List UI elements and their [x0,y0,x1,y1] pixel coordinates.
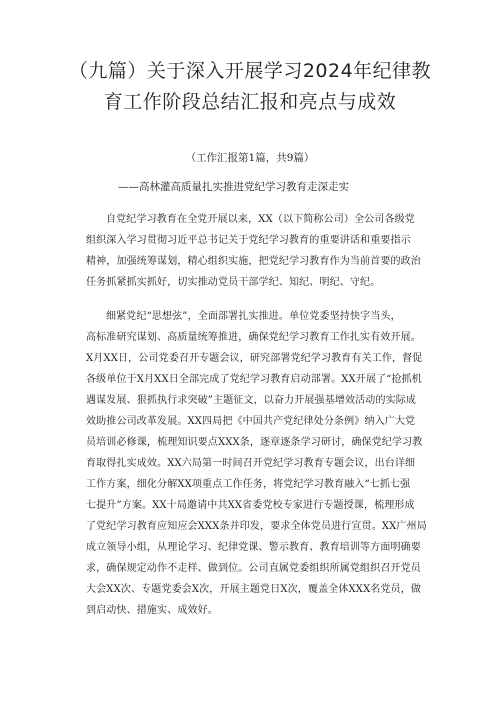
paragraph-2-line-11: 了党纪学习教育应知应会XXX条并印发，要求全体党员进行宣贯。XX广州局 [86,521,427,532]
paragraph-2-line-2: 高标准研究谋划、高质量统筹推进，确保党纪学习教育工作扎实有效开展。 [86,332,421,343]
paragraph-1-line-3: 精神，加强统筹谋划，精心组织实施，把党纪学习教育作为当前首要的政治 [86,256,421,267]
paragraph-2-line-15: 到启动快、措施实、成效好。 [86,605,218,616]
paragraph-1-line-2: 组织深入学习贯彻习近平总书记关于党纪学习教育的重要讲话和重要指示 [86,235,411,246]
document-title-line-2: 育工作阶段总结汇报和亮点与成效 [103,91,397,113]
document-title-line-1: （九篇）关于深入开展学习2024年纪律教 [68,60,432,82]
paragraph-2-line-4: 各级单位于X月XX日全部完成了党纪学习教育启动部署。XX开展了“抢抓机 [86,374,422,385]
document-byline: ——高林灌高质量扎实推进党纪学习教育走深走实 [118,181,349,193]
paragraph-2-line-7: 员培训必修课，梳理知识要点XXX条，逐章逐条学习研讨，确保党纪学习教 [86,437,423,448]
paragraph-2-line-9: 工作方案，细化分解XX项重点工作任务，将党纪学习教育融入“七抓七强 [86,479,411,490]
paragraph-2-line-3: X月XX日，公司党委召开专题会议，研究部署党纪学习教育有关工作，督促 [86,353,423,364]
paragraph-2-line-8: 育取得扎实成效。XX六局第一时间召开党纪学习教育专题会议，出台详细 [86,458,416,469]
paragraph-2-line-10: 七提升”方案。XX十局邀请中共XX省委党校专家进行专题授课，梳理形成 [86,500,415,511]
paragraph-2-line-12: 成立领导小组，从理论学习、纪律党课、警示教育、教育培训等方面明确要 [86,542,421,553]
document-subtitle: （工作汇报第1篇，共9篇） [185,152,315,164]
paragraph-2-line-6: 效助推公司改革发展。XX四局把《中国共产党纪律处分条例》纳入广大党 [86,416,416,427]
paragraph-2-line-1: 细紧党纪“思想弦”，全面部署扎实推进。单位党委坚持快字当头， [106,311,401,322]
paragraph-2-line-5: 遇谋发展、狠抓执行求突破”主题征文，以奋力开展强基增效活动的实际成 [86,395,417,406]
paragraph-1-line-1: 自党纪学习教育在全党开展以来，XX（以下简称公司）全公司各级党 [106,214,415,225]
paragraph-2-line-14: 大会XX次、专题党委会X次，开展主题党日X次，覆盖全体XXX名党员，做 [86,584,422,595]
paragraph-1-line-4: 任务抓紧抓实抓好，切实推动党员干部学纪、知纪、明纪、守纪。 [86,277,381,288]
paragraph-2-line-13: 求，确保规定动作不走样、做到位。公司直属党委组织所属党组织召开党员 [86,563,421,574]
